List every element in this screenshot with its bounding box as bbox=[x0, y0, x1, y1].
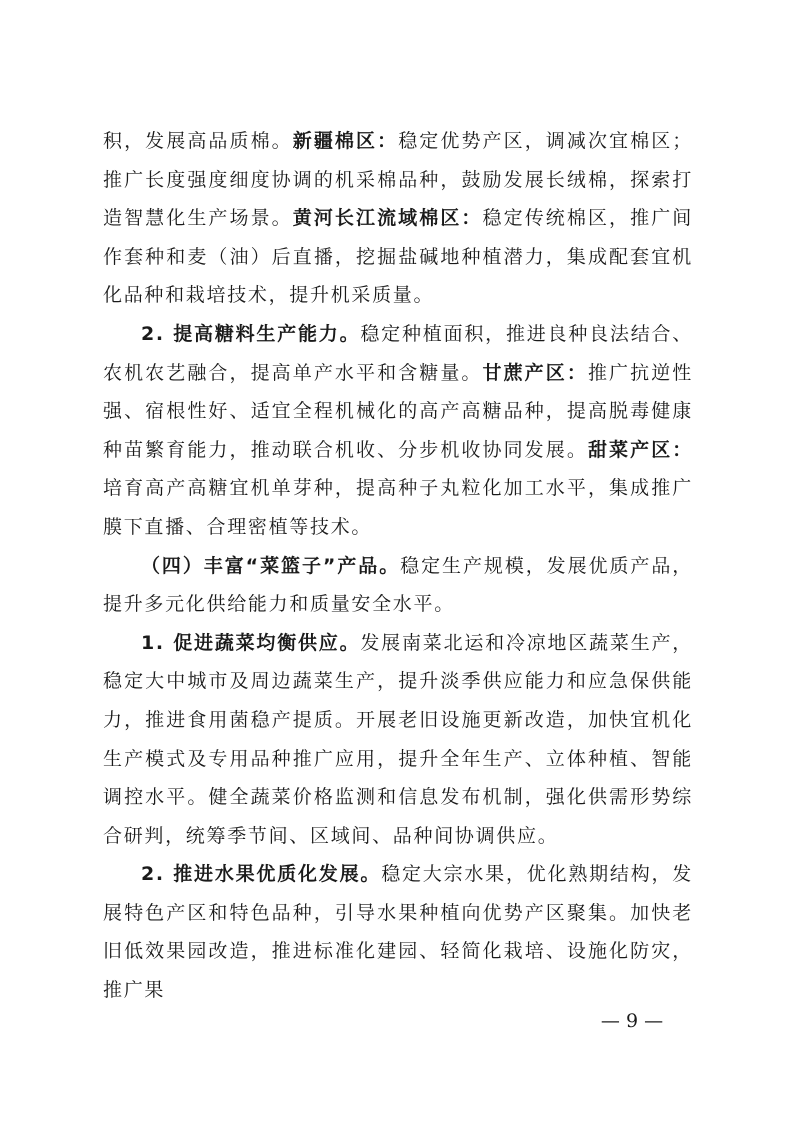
paragraph-vegetable-basket bbox=[103, 547, 693, 624]
page-number: — 9 — bbox=[600, 1010, 664, 1032]
heading-sugarbeet-region: 甜菜产区： bbox=[587, 438, 693, 461]
section-heading-vegetable-basket: （四）丰富“菜篮子”产品。 bbox=[141, 554, 401, 577]
text-run: 稳定优势产区，调减次宜棉区；推广长度强度细度协调的机采棉品种，鼓励发展长绒棉，探索打造智慧化生产场景。 bbox=[103, 130, 693, 230]
paragraph-cotton-regions bbox=[103, 122, 693, 315]
heading-yellow-yangtze-cotton: 黄河长江流域棉区： bbox=[292, 207, 483, 230]
text-run: 稳定生产规模，发展优质产品，提升多元化供给能力和质量安全水平。 bbox=[103, 554, 693, 616]
text-run: 培育高产高糖宜机单芽种，提高种子丸粒化加工水平，集成推广膜下直播、合理密植等技术。 bbox=[103, 477, 693, 538]
text-run: 稳定种植面积，推进良种良法结合、农机农艺融合，提高单产水平和含糖量。 bbox=[103, 322, 693, 384]
paragraph-sugar-production bbox=[103, 315, 693, 547]
section-heading-sugar: 2. 提高糖料生产能力。 bbox=[141, 322, 361, 345]
paragraph-fruit-development bbox=[103, 855, 693, 1009]
text-run: 稳定大宗水果，优化熟期结构，发展特色产区和特色品种，引导水果种植向优势产区聚集。加快老旧低效果园改造，推进标准化建园、轻简化栽培、设施化防灾，推广果 bbox=[103, 863, 693, 1002]
text-run: 稳定传统棉区，推广间作套种和麦（油）后直播，挖掘盐碱地种植潜力，集成配套宜机化品种和栽培技术，提升机采质量。 bbox=[103, 207, 693, 307]
text-run: 推广抗逆性强、宿根性好、适宜全程机械化的高产高糖品种，提高脱毒健康种苗繁育能力，推动联合机收、分步机收协同发展。 bbox=[103, 361, 693, 461]
section-heading-vegetable-supply: 1. 促进蔬菜均衡供应。 bbox=[141, 631, 361, 654]
paragraph-vegetable-supply bbox=[103, 624, 693, 856]
document-body bbox=[103, 122, 693, 1010]
section-heading-fruit: 2. 推进水果优质化发展。 bbox=[141, 863, 382, 886]
text-run: 积，发展高品质棉。 bbox=[103, 130, 293, 152]
heading-sugarcane-region: 甘蔗产区： bbox=[482, 361, 588, 384]
text-run: 发展南菜北运和冷凉地区蔬菜生产，稳定大中城市及周边蔬菜生产，提升淡季供应能力和应急保供能力，推进食用菌稳产提质。开展老旧设施更新改造，加快宜机化生产模式及专用品种推广应用，提升全年生产、立体种植、智能调控水平。健全蔬菜价格监测和信息发布机制，强化供需形势综合研判，统筹季节间、区域间、品种间协调供应。 bbox=[103, 631, 693, 847]
heading-xinjiang-cotton: 新疆棉区： bbox=[292, 130, 399, 152]
